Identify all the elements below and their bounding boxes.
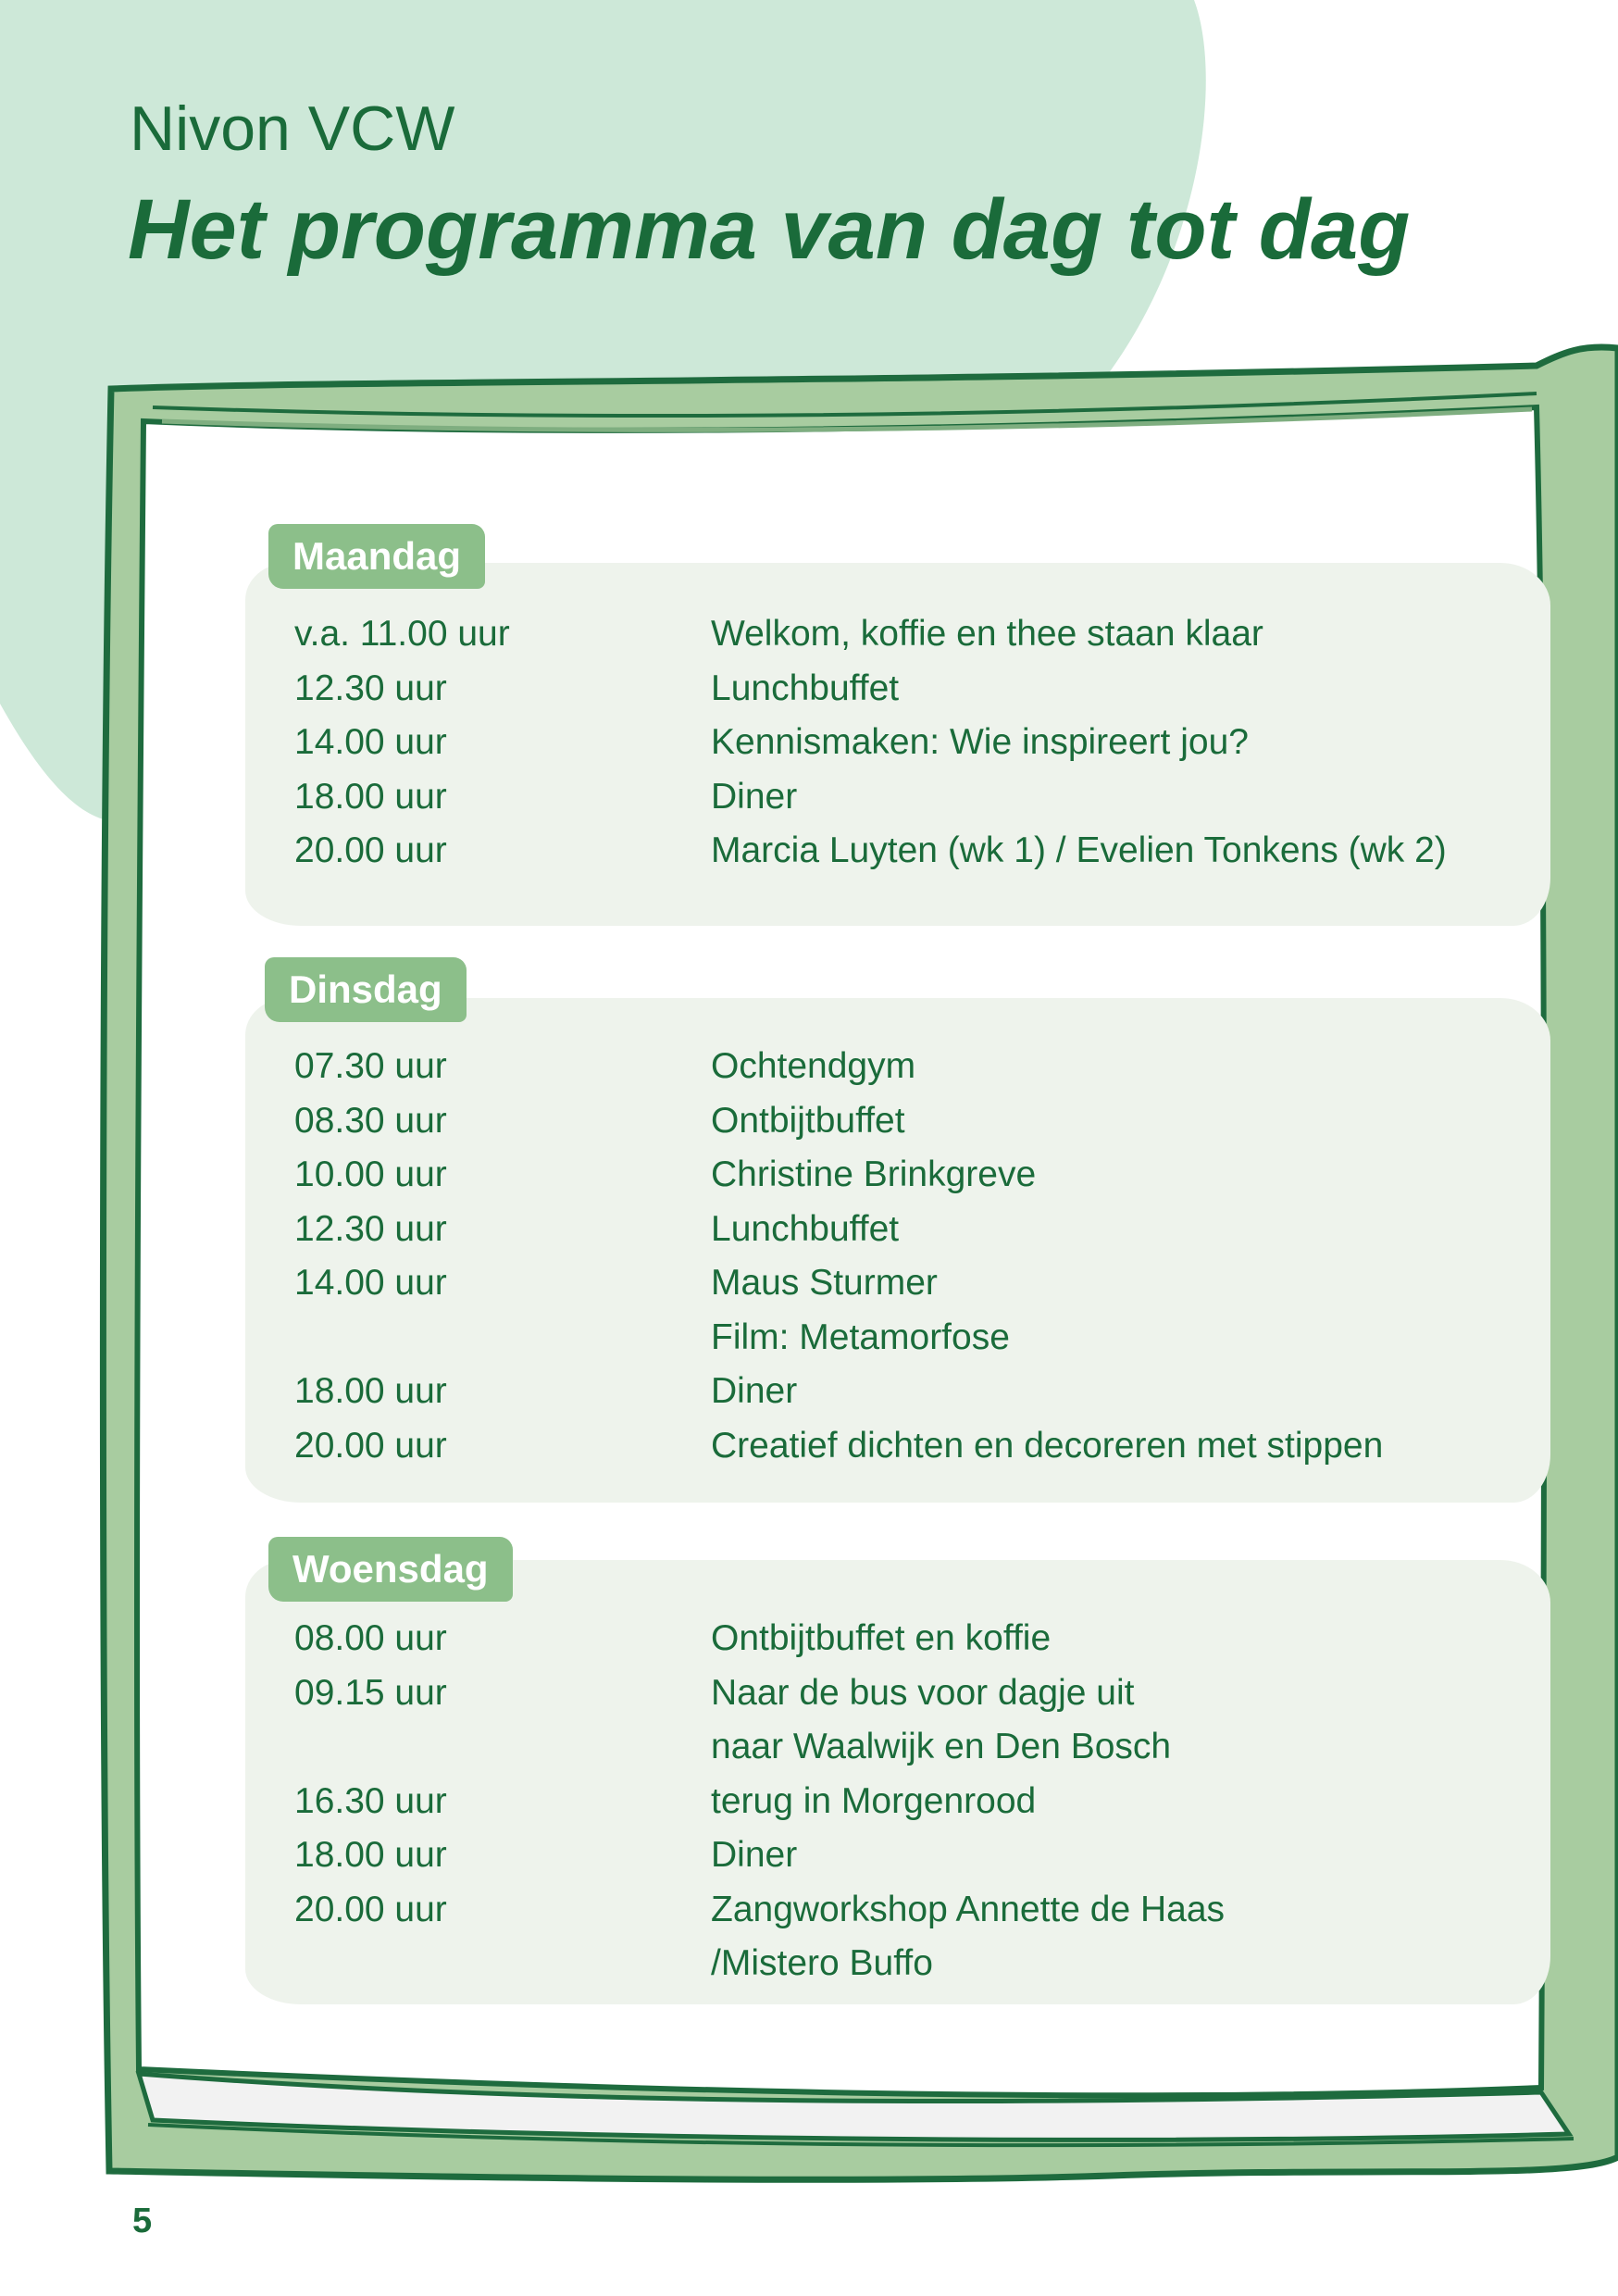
schedule-row — [294, 1720, 1516, 1775]
schedule-row — [294, 1666, 1516, 1721]
schedule-row — [294, 1612, 1516, 1666]
schedule-row — [294, 824, 1516, 879]
time: 18.00 uur — [294, 1371, 447, 1412]
activity: Lunchbuffet — [711, 1208, 900, 1249]
schedule-row — [294, 662, 1516, 717]
time: v.a. 11.00 uur — [294, 614, 510, 655]
time: 07.30 uur — [294, 1046, 447, 1087]
activity: terug in Morgenrood — [711, 1780, 1037, 1821]
activity: Diner — [711, 1371, 798, 1412]
schedule-row — [294, 1828, 1516, 1883]
activity: /Mistero Buffo — [711, 1943, 933, 1984]
schedule-row — [294, 716, 1516, 770]
schedule-row — [294, 1419, 1516, 1474]
activity: Kennismaken: Wie inspireert jou? — [711, 722, 1249, 763]
page-number: 5 — [132, 2202, 153, 2240]
time: 09.15 uur — [294, 1672, 447, 1713]
activity: Zangworkshop Annette de Haas — [711, 1889, 1226, 1929]
time: 20.00 uur — [294, 1425, 447, 1466]
activity: Marcia Luyten (wk 1) / Evelien Tonkens (wk 2) — [711, 830, 1447, 871]
schedule-row — [294, 1203, 1516, 1257]
activity: Ontbijtbuffet — [711, 1100, 905, 1141]
schedule-row — [294, 1040, 1516, 1094]
schedule-row — [294, 1094, 1516, 1149]
activity: Diner — [711, 776, 798, 817]
activity: Maus Sturmer — [711, 1263, 938, 1304]
time: 20.00 uur — [294, 830, 447, 871]
schedule-row — [294, 1775, 1516, 1829]
day-label: Dinsdag — [265, 957, 467, 1022]
activity: Naar de bus voor dagje uit — [711, 1672, 1135, 1713]
schedule-row — [294, 770, 1516, 825]
activity: Welkom, koffie en thee staan klaar — [711, 614, 1263, 655]
activity: Creatief dichten en decoreren met stippen — [711, 1425, 1384, 1466]
time: 14.00 uur — [294, 722, 447, 763]
time: 18.00 uur — [294, 1835, 447, 1876]
activity: Film: Metamorfose — [711, 1316, 1010, 1357]
day-label: Woensdag — [268, 1537, 513, 1602]
activity: Ochtendgym — [711, 1046, 916, 1087]
schedule-row — [294, 1256, 1516, 1311]
time: 08.00 uur — [294, 1618, 447, 1659]
schedule-row — [294, 1311, 1516, 1366]
activity: Lunchbuffet — [711, 668, 900, 708]
time: 16.30 uur — [294, 1780, 447, 1821]
time: 10.00 uur — [294, 1154, 447, 1195]
page-title: Het programma van dag tot dag — [128, 182, 1411, 277]
time: 08.30 uur — [294, 1100, 447, 1141]
schedule-row — [294, 1937, 1516, 1991]
schedule-row — [294, 1365, 1516, 1419]
activity: Christine Brinkgreve — [711, 1154, 1037, 1195]
activity: Diner — [711, 1835, 798, 1876]
schedule-row — [294, 607, 1516, 662]
schedule-row — [294, 1148, 1516, 1203]
activity: naar Waalwijk en Den Bosch — [711, 1727, 1172, 1767]
time: 18.00 uur — [294, 776, 447, 817]
schedule-row — [294, 1883, 1516, 1938]
organization-name: Nivon VCW — [130, 94, 455, 164]
day-label: Maandag — [268, 524, 485, 589]
time: 20.00 uur — [294, 1889, 447, 1929]
activity: Ontbijtbuffet en koffie — [711, 1618, 1052, 1659]
time: 12.30 uur — [294, 668, 447, 708]
time: 12.30 uur — [294, 1208, 447, 1249]
time: 14.00 uur — [294, 1263, 447, 1304]
